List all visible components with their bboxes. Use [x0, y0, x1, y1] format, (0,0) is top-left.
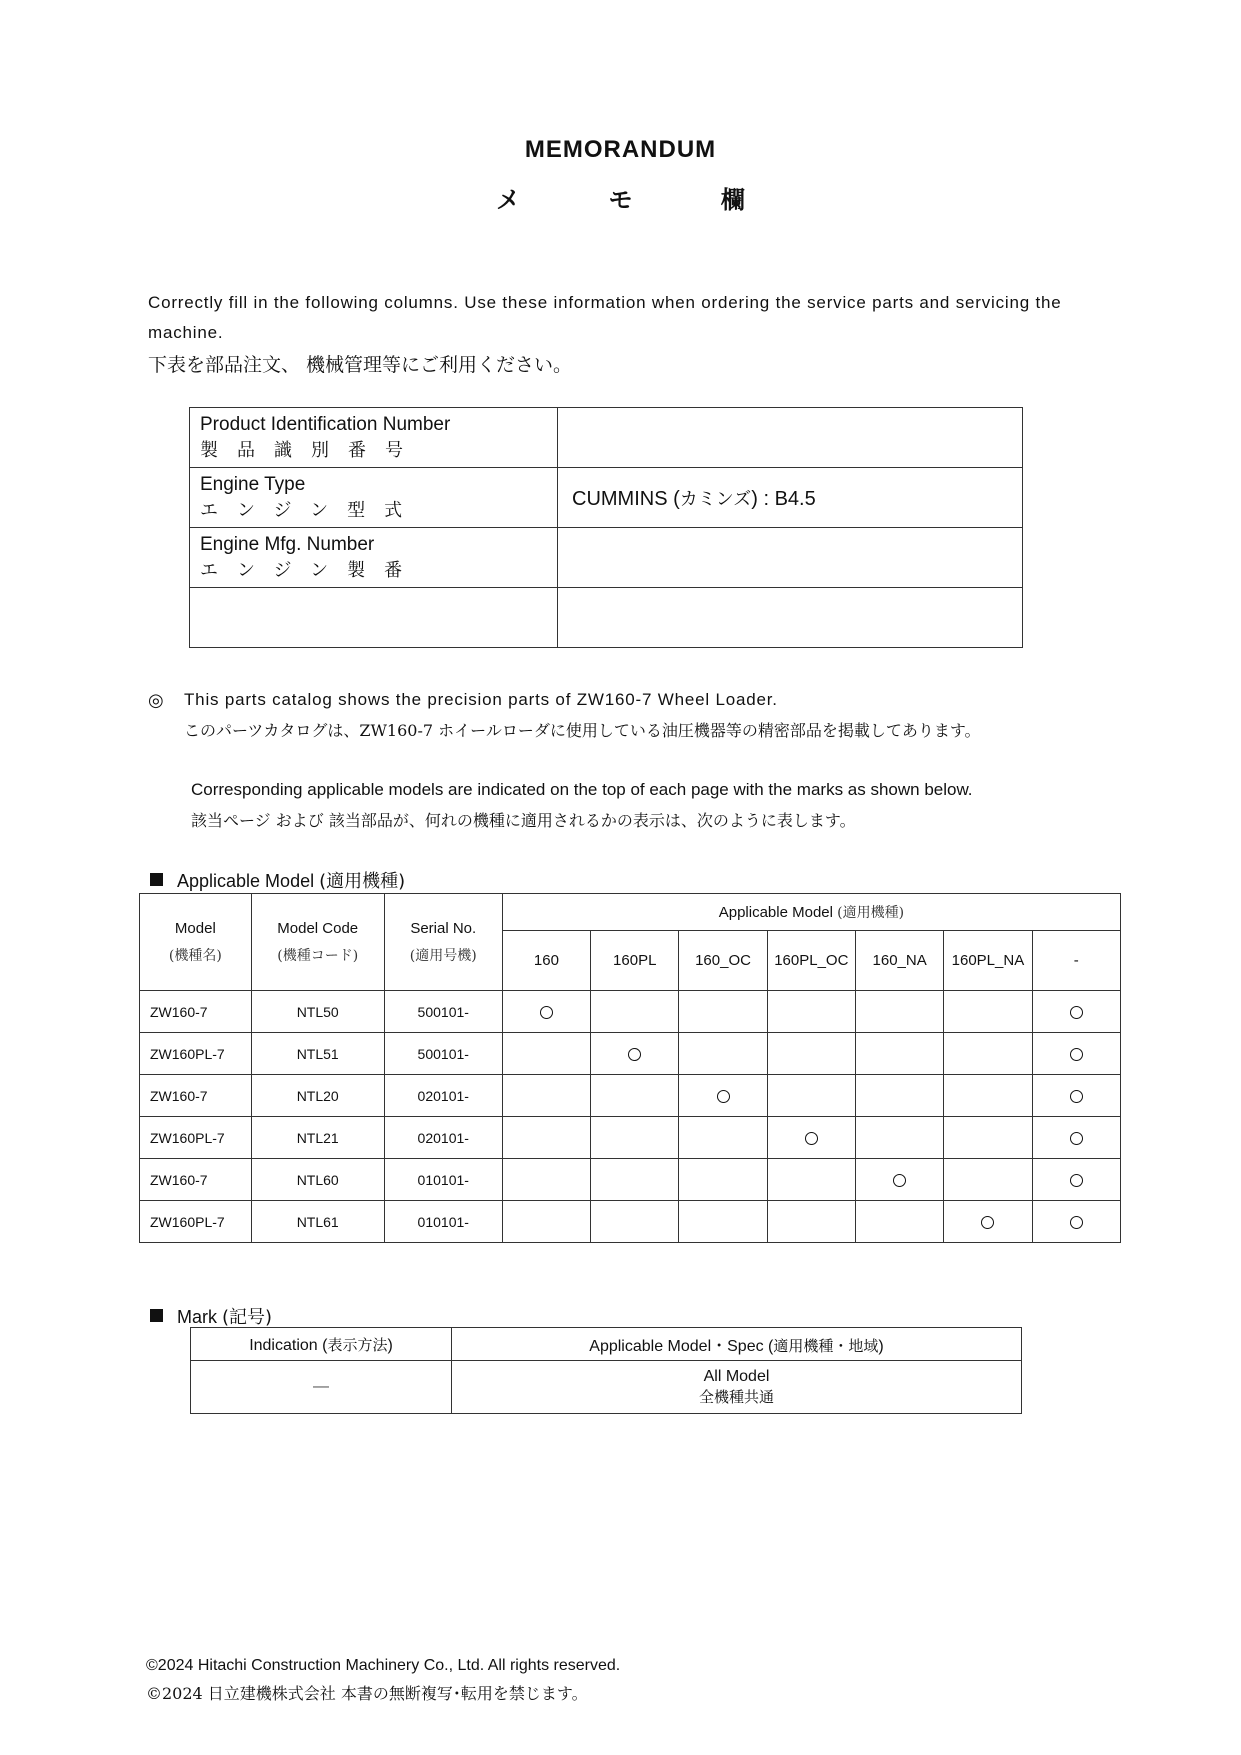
- serial-cell: 500101-: [384, 1033, 502, 1075]
- double-circle-icon: ◎: [148, 690, 164, 710]
- mark-cell: [944, 1159, 1032, 1201]
- memo-label-en: Engine Type: [200, 473, 306, 495]
- mark-cell: [767, 1159, 855, 1201]
- memo-label-cell[interactable]: [190, 588, 558, 648]
- memo-row: [190, 468, 1023, 528]
- memo-value-cell[interactable]: [558, 588, 1023, 648]
- memo-label-jp: エンジン型式: [200, 499, 422, 521]
- mark-cell: [944, 1033, 1032, 1075]
- mark-cell: [1032, 1117, 1120, 1159]
- mark-cell: [944, 1201, 1032, 1243]
- mark-cell: [767, 991, 855, 1033]
- memo-label-jp: エンジン製番: [200, 559, 422, 581]
- header-indication-label-jp: 表示方法: [327, 1335, 388, 1354]
- applicable-model-heading: [150, 867, 405, 893]
- page-title: MEMORANDUM: [524, 136, 717, 163]
- memo-row: [190, 408, 1023, 468]
- mark-cell: [855, 1117, 943, 1159]
- intro-text-jp: 下表を部品注文、 機械管理等にご利用ください。: [148, 354, 573, 376]
- header-spec: [452, 1328, 1022, 1361]
- mark-cell: [767, 1075, 855, 1117]
- mark-cell: [679, 1075, 767, 1117]
- mark-cell: [1032, 1159, 1120, 1201]
- model-cell: ZW160-7: [140, 991, 252, 1033]
- note-text-jp: このパーツカタログは、ZW160-7 ホイールローダに使用している油圧機器等の精密部品を掲載してあります。: [184, 721, 981, 740]
- mark-cell: [591, 1117, 679, 1159]
- square-bullet-icon: [150, 873, 163, 886]
- serial-cell: 020101-: [384, 1075, 502, 1117]
- table-row: [140, 1117, 1121, 1159]
- serial-cell: 010101-: [384, 1159, 502, 1201]
- column-header: -: [1032, 931, 1120, 991]
- memo-row: [190, 528, 1023, 588]
- mark-cell: [855, 1075, 943, 1117]
- mark-cell: [855, 1201, 943, 1243]
- model-cell: ZW160PL-7: [140, 1033, 252, 1075]
- mark-cell: [855, 991, 943, 1033]
- model-cell: ZW160-7: [140, 1159, 252, 1201]
- model-code-cell: NTL21: [251, 1117, 384, 1159]
- section-label-jp: (記号): [222, 1307, 273, 1328]
- table-header-row: [140, 894, 1121, 931]
- mark-cell: [679, 1201, 767, 1243]
- memo-row: [190, 588, 1023, 648]
- header-spec-label-end: ): [878, 1337, 884, 1355]
- header-group-label-jp: (適用機種): [837, 905, 905, 922]
- header-model-label: Model: [174, 919, 216, 937]
- spec-text: All Model: [703, 1367, 770, 1385]
- spec-cell: [452, 1361, 1022, 1414]
- copyright-jp: ©2024 日立建機株式会社 本書の無断複写･転用を禁じます。: [146, 1684, 588, 1703]
- section-label: Mark: [177, 1307, 222, 1327]
- model-code-cell: NTL51: [251, 1033, 384, 1075]
- mark-cell: [944, 1117, 1032, 1159]
- serial-cell: 020101-: [384, 1117, 502, 1159]
- mark-cell: [591, 1075, 679, 1117]
- model-cell: ZW160-7: [140, 1075, 252, 1117]
- table-row: [140, 1159, 1121, 1201]
- model-code-cell: NTL20: [251, 1075, 384, 1117]
- memo-table: [189, 407, 1023, 648]
- circle-mark-icon: [981, 1216, 994, 1229]
- note-text: This parts catalog shows the precision parts of ZW160-7 Wheel Loader.: [184, 690, 778, 709]
- model-code-cell: NTL60: [251, 1159, 384, 1201]
- copyright: ©2024 Hitachi Construction Machinery Co., Ltd. All rights reserved.: [146, 1657, 621, 1674]
- header-model-label-jp: (機種名): [168, 947, 222, 964]
- header-group-label: Applicable Model: [718, 904, 833, 922]
- memo-label-cell: [190, 528, 558, 588]
- mark-cell: [591, 1201, 679, 1243]
- circle-mark-icon: [628, 1048, 641, 1061]
- circle-mark-icon: [1070, 1048, 1083, 1061]
- mark-cell: [1032, 1075, 1120, 1117]
- mark-cell: [944, 1075, 1032, 1117]
- memo-label-jp: 製品識別番号: [200, 439, 422, 461]
- corresponding-text-jp: 該当ページ および 該当部品が、何れの機種に適用されるかの表示は、次のように表します。: [191, 811, 856, 830]
- square-bullet-icon: [150, 1309, 163, 1322]
- mark-cell: [855, 1033, 943, 1075]
- column-header: 160PL: [591, 931, 679, 991]
- model-code-cell: NTL61: [251, 1201, 384, 1243]
- model-cell: ZW160PL-7: [140, 1201, 252, 1243]
- serial-cell: 010101-: [384, 1201, 502, 1243]
- table-row: [140, 1201, 1121, 1243]
- mark-cell: [855, 1159, 943, 1201]
- model-code-cell: NTL50: [251, 991, 384, 1033]
- header-spec-label-jp: 適用機種・地域: [773, 1336, 879, 1355]
- table-header-row: [191, 1328, 1022, 1361]
- header-serial: [384, 894, 502, 991]
- column-header: 160: [502, 931, 590, 991]
- column-header: 160_NA: [855, 931, 943, 991]
- column-header: 160PL_OC: [767, 931, 855, 991]
- mark-cell: [591, 1159, 679, 1201]
- mark-cell: [679, 1033, 767, 1075]
- table-row: [140, 1033, 1121, 1075]
- header-indication: [191, 1328, 452, 1361]
- header-spec-label: Applicable Model・Spec (: [589, 1337, 774, 1355]
- section-label-jp: (適用機種): [319, 871, 406, 892]
- memo-value-cell[interactable]: [558, 528, 1023, 588]
- engine-type-value: CUMMINS (: [572, 487, 680, 510]
- mark-cell: [591, 1033, 679, 1075]
- circle-mark-icon: [540, 1006, 553, 1019]
- circle-mark-icon: [1070, 1006, 1083, 1019]
- mark-cell: [767, 1117, 855, 1159]
- circle-mark-icon: [1070, 1132, 1083, 1145]
- mark-cell: [502, 1201, 590, 1243]
- header-indication-label: Indication (: [249, 1336, 328, 1354]
- mark-cell: [1032, 991, 1120, 1033]
- header-code-label: Model Code: [277, 919, 359, 937]
- circle-mark-icon: [805, 1132, 818, 1145]
- mark-cell: [502, 1075, 590, 1117]
- mark-cell: [502, 991, 590, 1033]
- mark-cell: [679, 1159, 767, 1201]
- corresponding-text: Corresponding applicable models are indicated on the top of each page with the marks as shown below.: [191, 780, 973, 799]
- circle-mark-icon: [1070, 1174, 1083, 1187]
- memo-value-cell[interactable]: [558, 468, 1023, 528]
- spec-text-jp: 全機種共通: [698, 1387, 774, 1406]
- mark-cell: [591, 991, 679, 1033]
- serial-cell: 500101-: [384, 991, 502, 1033]
- model-cell: ZW160PL-7: [140, 1117, 252, 1159]
- header-applicable-group: [502, 894, 1120, 931]
- mark-cell: [502, 1033, 590, 1075]
- page-title-jp: メ モ 欄: [496, 186, 785, 214]
- indication-cell: [191, 1361, 452, 1414]
- mark-heading: [150, 1303, 272, 1329]
- mark-cell: [679, 991, 767, 1033]
- mark-cell: [767, 1033, 855, 1075]
- column-header: 160_OC: [679, 931, 767, 991]
- circle-mark-icon: [893, 1174, 906, 1187]
- header-serial-label: Serial No.: [410, 919, 477, 937]
- section-label: Applicable Model: [177, 871, 320, 891]
- intro-text: Correctly fill in the following columns. Use these information when ordering the service parts and servicing the machine.: [148, 293, 1062, 342]
- column-header: 160PL_NA: [944, 931, 1032, 991]
- memo-label-cell: [190, 408, 558, 468]
- circle-mark-icon: [717, 1090, 730, 1103]
- dash-mark: —: [313, 1378, 329, 1395]
- mark-table: [190, 1327, 1022, 1414]
- mark-cell: [679, 1117, 767, 1159]
- circle-mark-icon: [1070, 1090, 1083, 1103]
- applicable-model-table: [139, 893, 1121, 1243]
- circle-mark-icon: [1070, 1216, 1083, 1229]
- mark-cell: [502, 1117, 590, 1159]
- engine-type-value-end: ) : B4.5: [751, 487, 816, 510]
- mark-cell: [502, 1159, 590, 1201]
- table-row: [140, 991, 1121, 1033]
- table-row: [140, 1075, 1121, 1117]
- memo-label-en: Engine Mfg. Number: [200, 533, 375, 555]
- header-indication-label-end: ): [387, 1336, 393, 1354]
- mark-cell: [1032, 1201, 1120, 1243]
- memo-label-cell: [190, 468, 558, 528]
- mark-cell: [1032, 1033, 1120, 1075]
- header-serial-label-jp: (適用号機): [409, 947, 477, 964]
- engine-type-value-jp: カミンズ: [679, 488, 752, 510]
- header-model-code: [251, 894, 384, 991]
- mark-cell: [767, 1201, 855, 1243]
- mark-cell: [944, 991, 1032, 1033]
- header-code-label-jp: (機種コード): [277, 947, 359, 964]
- table-row: [191, 1361, 1022, 1414]
- memo-value-cell[interactable]: [558, 408, 1023, 468]
- memo-label-en: Product Identification Number: [200, 413, 451, 435]
- header-model: [140, 894, 252, 991]
